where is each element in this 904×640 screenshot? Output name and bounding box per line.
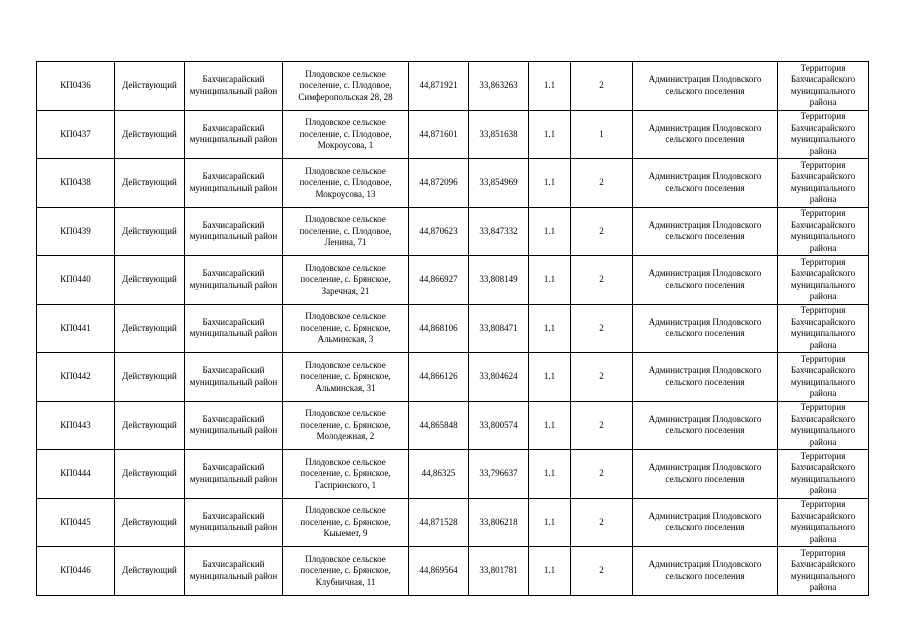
municipality: Бахчисарайский муниципальный район — [185, 353, 283, 402]
longitude: 33,800574 — [469, 401, 529, 450]
latitude: 44,872096 — [409, 159, 469, 208]
table-row — [37, 547, 869, 596]
site-status: Действующий — [115, 159, 185, 208]
site-type: 1.1 — [529, 401, 571, 450]
site-type: 1.1 — [529, 207, 571, 256]
administration: Администрация Плодовского сельского поселения — [633, 159, 778, 208]
container-count: 1 — [571, 110, 633, 159]
longitude: 33,854969 — [469, 159, 529, 208]
longitude: 33,801781 — [469, 547, 529, 596]
administration: Администрация Плодовского сельского поселения — [633, 110, 778, 159]
site-code: КП0436 — [37, 62, 115, 111]
administration: Администрация Плодовского сельского поселения — [633, 547, 778, 596]
container-count: 2 — [571, 62, 633, 111]
address: Плодовское сельское поселение, с. Плодовое, Мокроусова, 13 — [283, 159, 409, 208]
table-row — [37, 401, 869, 450]
container-count: 2 — [571, 207, 633, 256]
territory: Территория Бахчисарайского муниципального района — [778, 304, 869, 353]
address: Плодовское сельское поселение, с. Плодовое, Ленина, 71 — [283, 207, 409, 256]
territory: Территория Бахчисарайского муниципального района — [778, 353, 869, 402]
site-status: Действующий — [115, 62, 185, 111]
container-count: 2 — [571, 401, 633, 450]
table-row — [37, 62, 869, 111]
container-count: 2 — [571, 304, 633, 353]
administration: Администрация Плодовского сельского поселения — [633, 498, 778, 547]
site-code: КП0439 — [37, 207, 115, 256]
container-count: 2 — [571, 547, 633, 596]
municipality: Бахчисарайский муниципальный район — [185, 304, 283, 353]
site-type: 1.1 — [529, 256, 571, 305]
address: Плодовское сельское поселение, с. Брянское, Заречная, 21 — [283, 256, 409, 305]
site-status: Действующий — [115, 547, 185, 596]
table-row — [37, 256, 869, 305]
site-code: КП0440 — [37, 256, 115, 305]
site-code: КП0446 — [37, 547, 115, 596]
latitude: 44,866126 — [409, 353, 469, 402]
municipality: Бахчисарайский муниципальный район — [185, 401, 283, 450]
longitude: 33,806218 — [469, 498, 529, 547]
table-row — [37, 159, 869, 208]
site-type: 1.1 — [529, 159, 571, 208]
table-row — [37, 110, 869, 159]
latitude: 44,866927 — [409, 256, 469, 305]
table-row — [37, 450, 869, 499]
site-type: 1.1 — [529, 547, 571, 596]
longitude: 33,851638 — [469, 110, 529, 159]
latitude: 44,871528 — [409, 498, 469, 547]
site-code: КП0438 — [37, 159, 115, 208]
municipality: Бахчисарайский муниципальный район — [185, 159, 283, 208]
latitude: 44,865848 — [409, 401, 469, 450]
territory: Территория Бахчисарайского муниципального района — [778, 547, 869, 596]
table-row — [37, 353, 869, 402]
site-status: Действующий — [115, 498, 185, 547]
territory: Территория Бахчисарайского муниципального района — [778, 498, 869, 547]
container-count: 2 — [571, 353, 633, 402]
territory: Территория Бахчисарайского муниципального района — [778, 159, 869, 208]
site-code: КП0441 — [37, 304, 115, 353]
municipality: Бахчисарайский муниципальный район — [185, 450, 283, 499]
table-row — [37, 498, 869, 547]
administration: Администрация Плодовского сельского поселения — [633, 353, 778, 402]
site-status: Действующий — [115, 450, 185, 499]
latitude: 44,870623 — [409, 207, 469, 256]
address: Плодовское сельское поселение, с. Брянское, Альминская, 31 — [283, 353, 409, 402]
site-code: КП0445 — [37, 498, 115, 547]
site-status: Действующий — [115, 401, 185, 450]
municipality: Бахчисарайский муниципальный район — [185, 62, 283, 111]
longitude: 33,808471 — [469, 304, 529, 353]
territory: Территория Бахчисарайского муниципального района — [778, 110, 869, 159]
administration: Администрация Плодовского сельского поселения — [633, 207, 778, 256]
municipality: Бахчисарайский муниципальный район — [185, 110, 283, 159]
administration: Администрация Плодовского сельского поселения — [633, 304, 778, 353]
territory: Территория Бахчисарайского муниципального района — [778, 401, 869, 450]
site-status: Действующий — [115, 304, 185, 353]
site-type: 1.1 — [529, 110, 571, 159]
latitude: 44,871921 — [409, 62, 469, 111]
site-status: Действующий — [115, 256, 185, 305]
address: Плодовское сельское поселение, с. Плодовое, Симферопольская 28, 28 — [283, 62, 409, 111]
site-type: 1.1 — [529, 62, 571, 111]
site-status: Действующий — [115, 207, 185, 256]
site-code: КП0442 — [37, 353, 115, 402]
longitude: 33,847332 — [469, 207, 529, 256]
site-type: 1.1 — [529, 450, 571, 499]
latitude: 44,869564 — [409, 547, 469, 596]
longitude: 33,804624 — [469, 353, 529, 402]
container-count: 2 — [571, 498, 633, 547]
table-row — [37, 207, 869, 256]
container-count: 2 — [571, 256, 633, 305]
municipality: Бахчисарайский муниципальный район — [185, 256, 283, 305]
site-type: 1.1 — [529, 498, 571, 547]
site-code: КП0437 — [37, 110, 115, 159]
territory: Территория Бахчисарайского муниципального района — [778, 207, 869, 256]
site-type: 1.1 — [529, 304, 571, 353]
administration: Администрация Плодовского сельского поселения — [633, 256, 778, 305]
address: Плодовское сельское поселение, с. Брянское, Альминская, 3 — [283, 304, 409, 353]
latitude: 44,868106 — [409, 304, 469, 353]
address: Плодовское сельское поселение, с. Брянское, Клубничная, 11 — [283, 547, 409, 596]
territory: Территория Бахчисарайского муниципального района — [778, 450, 869, 499]
address: Плодовское сельское поселение, с. Брянское, Гаспринского, 1 — [283, 450, 409, 499]
container-sites-table — [36, 61, 869, 596]
administration: Администрация Плодовского сельского поселения — [633, 62, 778, 111]
territory: Территория Бахчисарайского муниципального района — [778, 62, 869, 111]
site-code: КП0444 — [37, 450, 115, 499]
latitude: 44,871601 — [409, 110, 469, 159]
site-status: Действующий — [115, 353, 185, 402]
site-status: Действующий — [115, 110, 185, 159]
municipality: Бахчисарайский муниципальный район — [185, 207, 283, 256]
container-count: 2 — [571, 450, 633, 499]
administration: Администрация Плодовского сельского поселения — [633, 450, 778, 499]
address: Плодовское сельское поселение, с. Брянское, Молодежная, 2 — [283, 401, 409, 450]
site-type: 1.1 — [529, 353, 571, 402]
latitude: 44,86325 — [409, 450, 469, 499]
territory: Территория Бахчисарайского муниципального района — [778, 256, 869, 305]
municipality: Бахчисарайский муниципальный район — [185, 547, 283, 596]
longitude: 33,808149 — [469, 256, 529, 305]
address: Плодовское сельское поселение, с. Брянское, Кыыемет, 9 — [283, 498, 409, 547]
table-row — [37, 304, 869, 353]
address: Плодовское сельское поселение, с. Плодовое, Мокроусова, 1 — [283, 110, 409, 159]
administration: Администрация Плодовского сельского поселения — [633, 401, 778, 450]
container-count: 2 — [571, 159, 633, 208]
longitude: 33,863263 — [469, 62, 529, 111]
site-code: КП0443 — [37, 401, 115, 450]
longitude: 33,796637 — [469, 450, 529, 499]
municipality: Бахчисарайский муниципальный район — [185, 498, 283, 547]
